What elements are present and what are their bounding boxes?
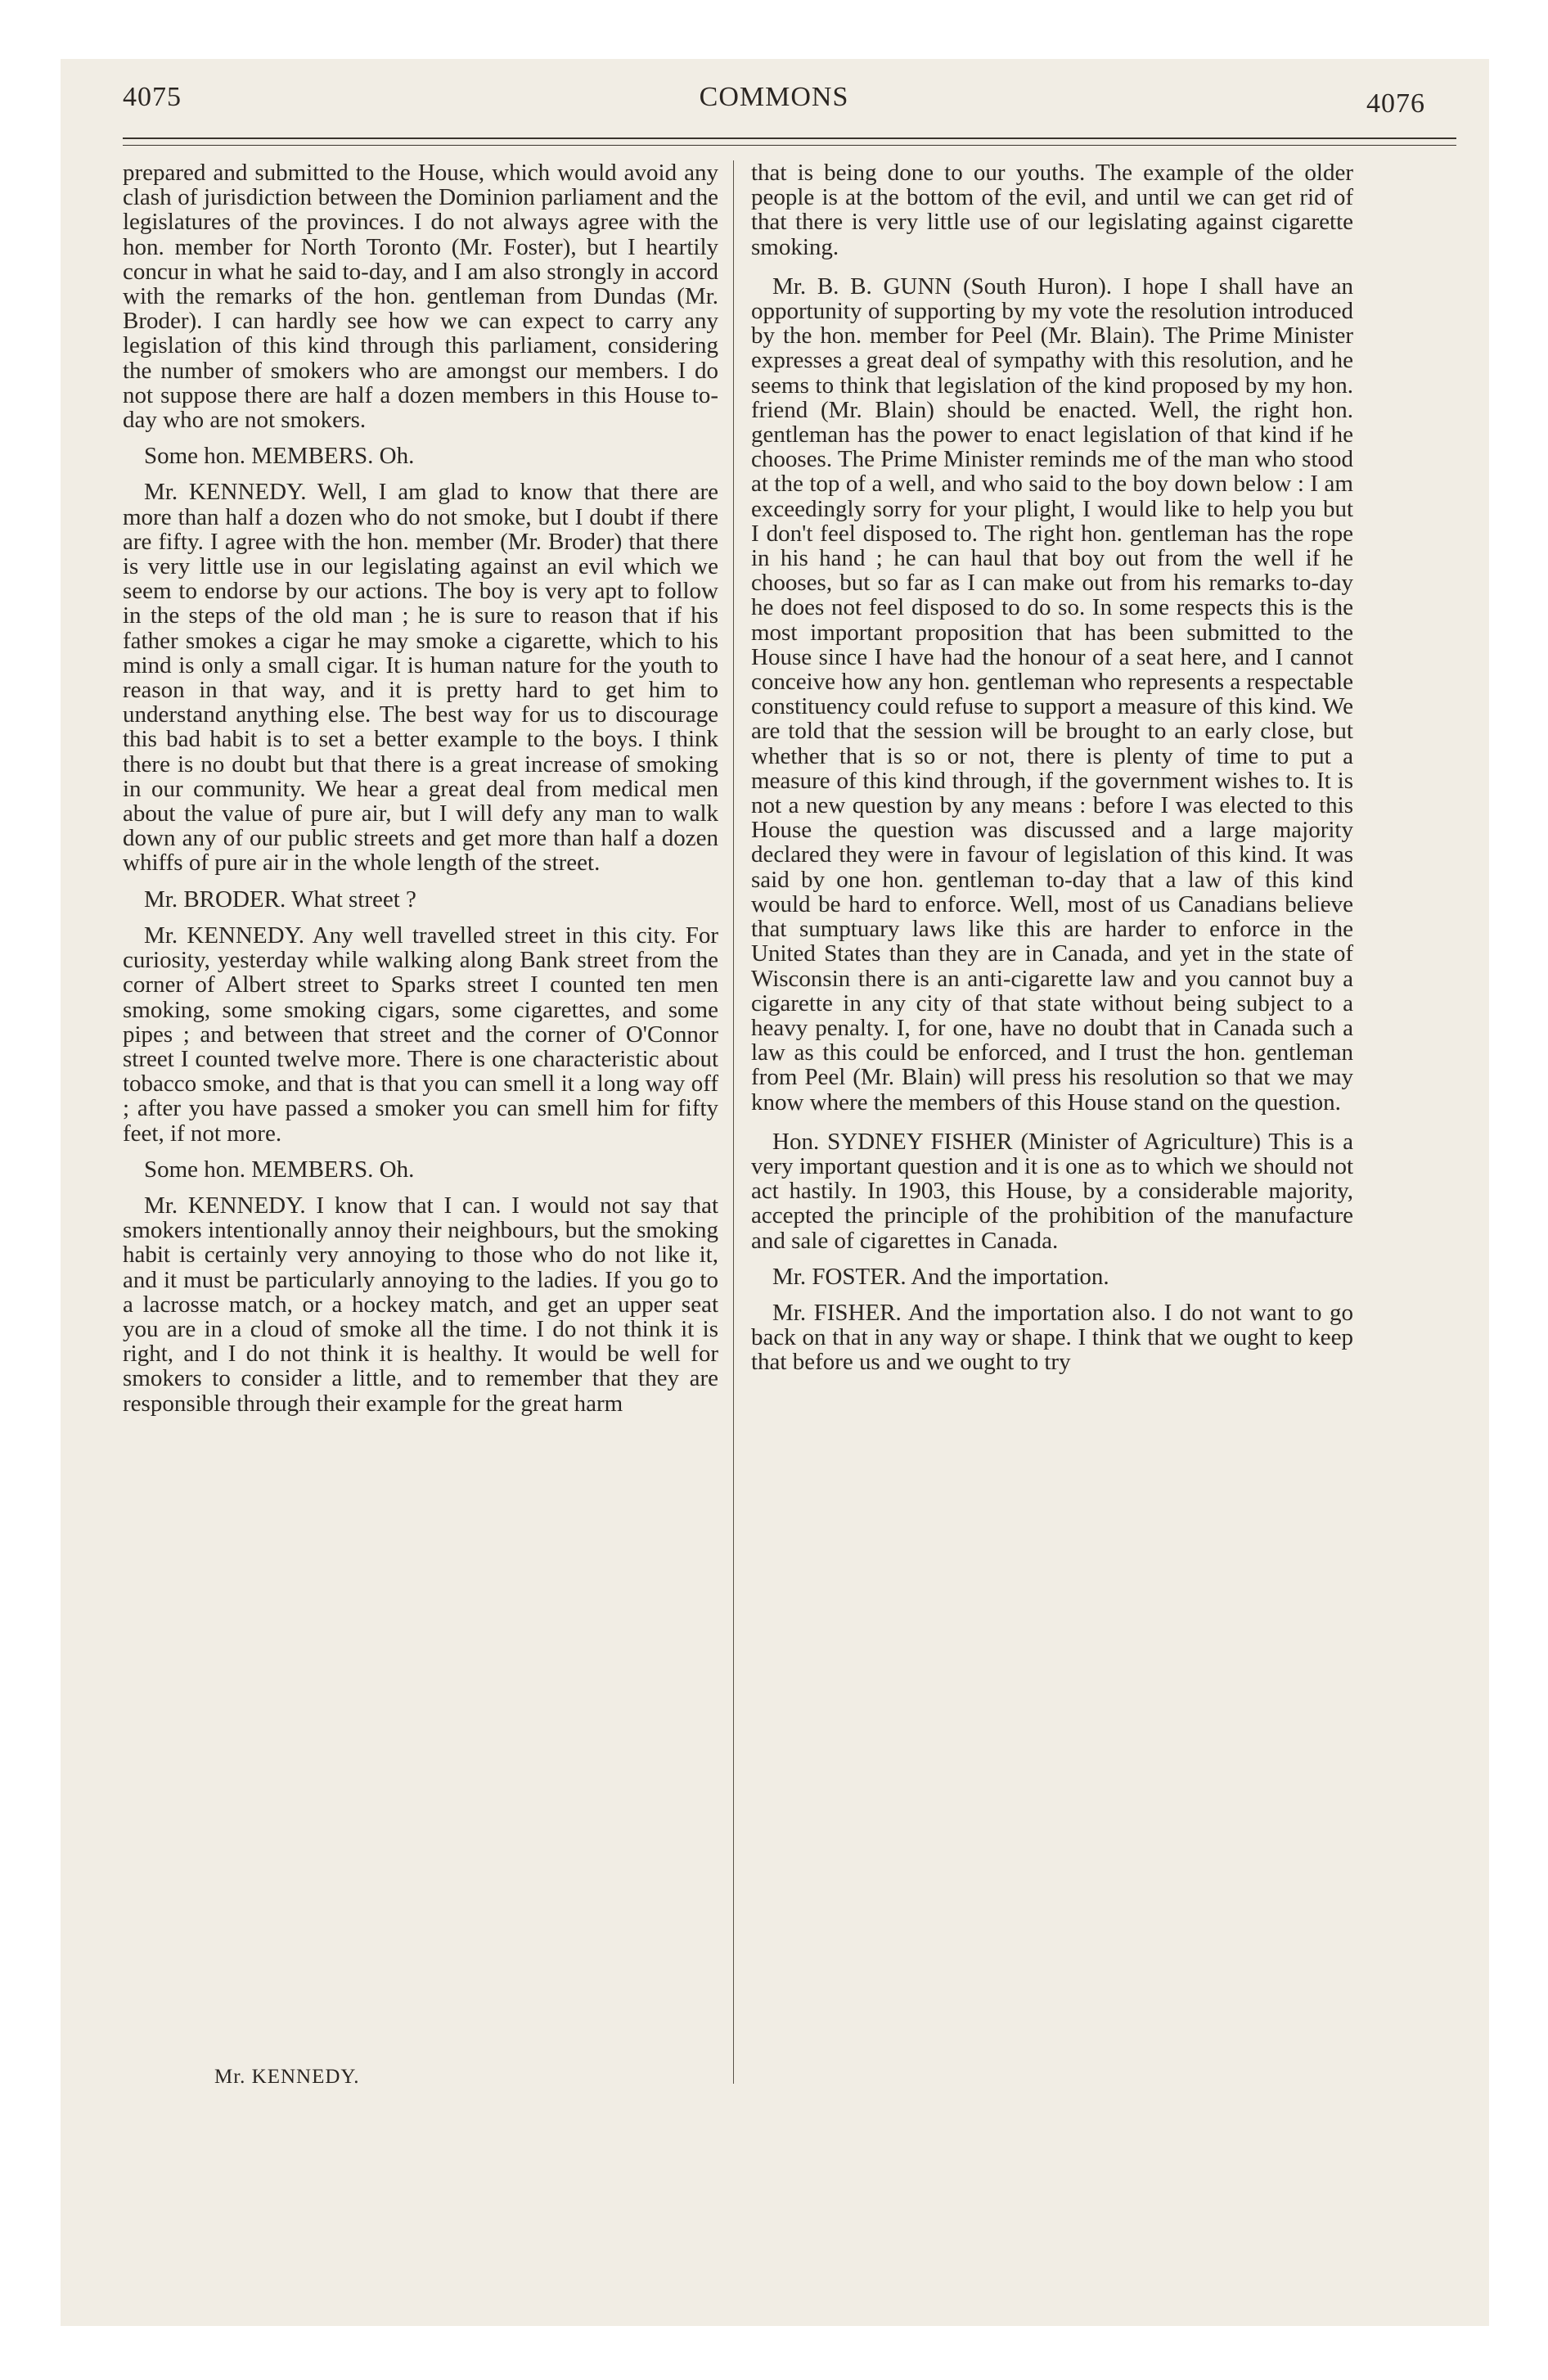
- column-divider: [733, 160, 734, 2084]
- paragraph: Some hon. MEMBERS. Oh.: [144, 1156, 415, 1183]
- paragraph: Mr. KENNEDY. Well, I am glad to know that there are more than half a dozen who do not smoke, but I doubt if there are fifty. I agree with the hon. member (Mr. Broder) that there is very little use in our legislating against an evil which we seem to endorse by our actions. The boy is very apt to follow in the steps of the old man ; he is sure to reason that if his father smokes a cigar he may smoke a cigarette, which to his mind is only a small cigar. It is human nature for the youth to reason in that way, and it is pretty hard to get him to understand anything else. The best way for us to discourage this bad habit is to set a better example to the boys. I think there is no doubt but that there is a great increase of smoking in our community. We hear a great deal from medical men about the value of pure air, but I will defy any man to walk down any of our public streets and get more than half a dozen whiffs of pure air in the whole length of the street.: [123, 479, 718, 877]
- paragraph: Mr. FOSTER. And the importation.: [772, 1263, 1109, 1290]
- page-header: [123, 82, 1425, 131]
- paragraph: Mr. KENNEDY. Any well travelled street in this city. For curiosity, yesterday while walking along Bank street from the corner of Albert street to Sparks street I counted ten men smoking, some smoking cigars, some cigarettes, and some pipes ; and between that street and the corner of O'Connor street I counted twelve more. There is one characteristic about tobacco smoke, and that is that you can smell it a long way off ; after you have passed a smoker you can smell him for fifty feet, if not more.: [123, 922, 718, 1147]
- catchword: Mr. KENNEDY.: [214, 2066, 360, 2088]
- header-rule-thick: [123, 137, 1456, 139]
- paragraph: Mr. KENNEDY. I know that I can. I would not say that smokers intentionally annoy their neighbours, but the smoking habit is certainly very annoying to those who do not like it, and it must be particularly annoying to the ladies. If you go to a lacrosse match, or a hockey match, and get an upper seat you are in a cloud of smoke all the time. I do not think it is right, and I do not think it is healthy. It would be well for smokers to consider a little, and to remember that they are responsible through their example for the great harm: [123, 1192, 718, 1417]
- paragraph: Mr. BRODER. What street ?: [144, 886, 416, 913]
- paragraph: Hon. SYDNEY FISHER (Minister of Agriculture) This is a very important question and it is one as to which we should not act hastily. In 1903, this House, by a considerable majority, accepted the principle of the prohibition of the manufacture and sale of cigarettes in Canada.: [751, 1128, 1353, 1254]
- paragraph: Mr. B. B. GUNN (South Huron). I hope I shall have an opportunity of supporting by my vote the resolution introduced by the hon. member for Peel (Mr. Blain). The Prime Minister expresses a great deal of sympathy with this resolution, and he seems to think that legislation of the kind proposed by my hon. friend (Mr. Blain) should be enacted. Well, the right hon. gentleman has the power to enact legislation of that kind if he chooses. The Prime Minister reminds me of the man who stood at the top of a well, and who said to the boy down below : I am exceedingly sorry for your plight, I would like to help you but I don't feel disposed to. The right hon. gentleman has the rope in his hand ; he can haul that boy out from the well if he chooses, but so far as I can make out from his remarks to-day he does not feel disposed to do so. In some respects this is the most important proposition that has been submitted to the House since I have had the honour of a seat here, and I cannot conceive how any hon. gentleman who represents a respectable constituency could refuse to support a measure of this kind. We are told that the session will be brought to an early close, but whether that is so or not, there is plenty of time to put a measure of this kind through, if the government wishes to. It is not a new question by any means : before I was elected to this House the question was discussed and a large majority declared they were in favour of legislation of this kind. It was said by one hon. gentleman to-day that a law of this kind would be hard to enforce. Well, most of us Canadians believe that sumptuary laws like this are harder to enforce in the United States than they are in Canada, and yet in the state of Wisconsin there is an anti-cigarette law and you cannot buy a cigarette in any city of that state without being subject to a heavy penalty. I, for one, have no doubt that in Canada such a law as this could be enforced, and I trust the hon. gentleman from Peel (Mr. Blain) will press his resolution so that we may know where the members of this House stand on the question.: [751, 273, 1353, 1116]
- left-column: [123, 160, 718, 1427]
- header-rule: [123, 137, 1456, 149]
- paragraph: Mr. FISHER. And the importation also. I do not want to go back on that in any way or shape. I think that we ought to keep that before us and we ought to try: [751, 1299, 1353, 1376]
- right-column: [751, 160, 1353, 1386]
- paragraph: that is being done to our youths. The example of the older people is at the bottom of the evil, and until we can get rid of that there is very little use of our legislating against cigarette smoking.: [751, 160, 1353, 260]
- paragraph: prepared and submitted to the House, which would avoid any clash of jurisdiction between the Dominion parliament and the legislatures of the provinces. I do not always agree with the hon. member for North Toronto (Mr. Foster), but I heartily concur in what he said to-day, and I am also strongly in accord with the remarks of the hon. gentleman from Dundas (Mr. Broder). I can hardly see how we can expect to carry any legislation of this kind through this parliament, considering the number of smokers who are amongst our members. I do not suppose there are half a dozen members in this House to-day who are not smokers.: [123, 160, 718, 434]
- left-page-number: 4075: [123, 82, 182, 112]
- right-page-number: 4076: [1366, 88, 1425, 119]
- paragraph: Some hon. MEMBERS. Oh.: [144, 443, 415, 470]
- page-title: COMMONS: [699, 82, 849, 112]
- header-rule-thin: [123, 145, 1456, 146]
